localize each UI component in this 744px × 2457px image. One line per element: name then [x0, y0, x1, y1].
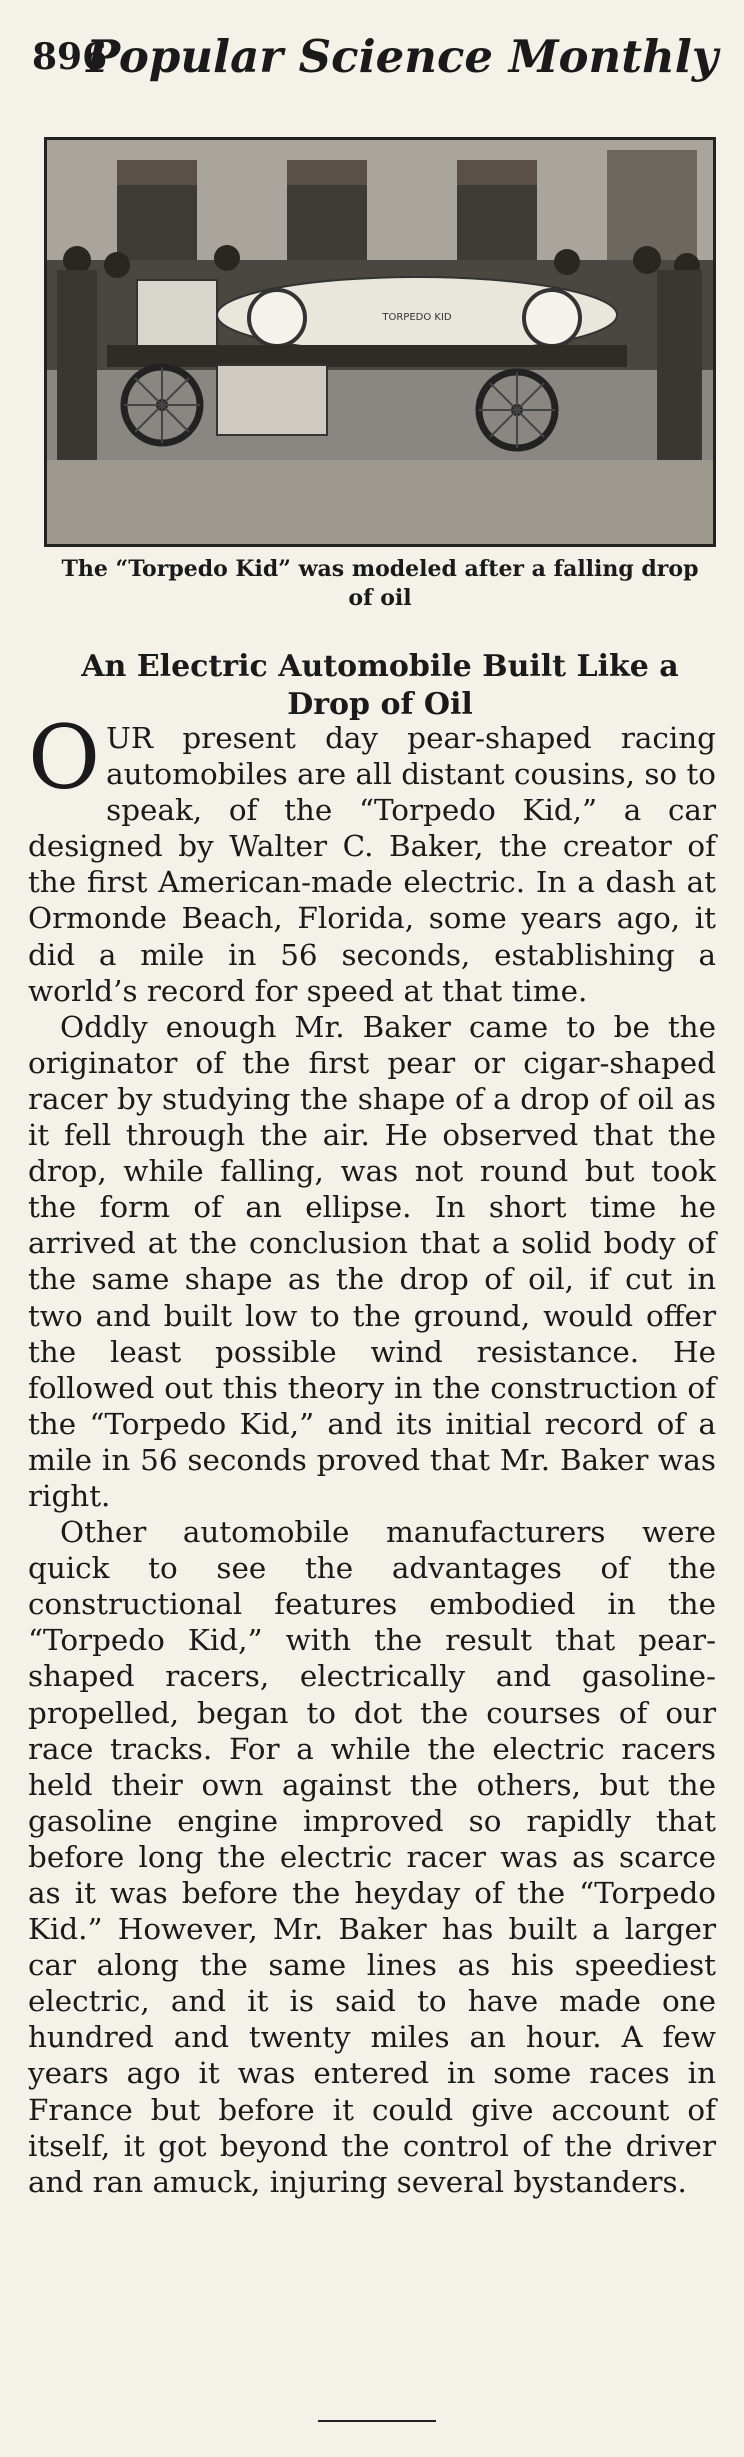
- paragraph-1-text: UR present day pear-shaped racing automobiles are all distant cousins, so to speak, of the “Torpedo Kid,” a car designed by Walter C. Baker, the creator of the first American-made electric. In a dash at Ormonde Beach, Florida, some years ago, it did a mile in 56 seconds, establishing a world’s record for speed at that time.: [28, 721, 716, 1008]
- page-header: [28, 20, 718, 90]
- end-rule: [318, 2420, 436, 2422]
- paragraph-1: [28, 706, 716, 1009]
- paragraph-2: Oddly enough Mr. Baker came to be the originator of the first pear or cigar-shaped racer by studying the shape of a drop of oil as it fell through the air. He observed that the drop, while falling, was not round but took the form of an ellipse. In short time he arrived at the conclusion that a solid body of the same shape as the drop of oil, if cut in two and built low to the ground, would offer the least possible wind resistance. He followed out this theory in the construction of the “Torpedo Kid,” and its initial record of a mile in 56 seconds proved that Mr. Baker was right.: [28, 1009, 716, 1513]
- journal-title: Popular Science Monthly: [86, 30, 718, 83]
- article-headline: An Electric Automobile Built Like a Drop of Oil: [81, 649, 679, 722]
- figure-caption: The “Torpedo Kid” was modeled after a falling drop of oil: [61, 556, 699, 611]
- drop-cap: O: [28, 706, 101, 809]
- torpedo-kid-photo: [44, 137, 716, 547]
- car-lettering: TORPEDO KID: [382, 312, 452, 323]
- paragraph-3: Other automobile manufacturers were quick to see the advantages of the constructional features embodied in the “Torpedo Kid,” with the result that pear-shaped racers, electrically and gasoline-propelled, began to dot the courses of our race tracks. For a while the electric racers held their own against the others, but the gasoline engine improved so rapidly that before long the electric racer was as scarce as it was before the heyday of the “Torpedo Kid.” However, Mr. Baker has built a larger car along the same lines as his speediest electric, and it is said to have made one hundred and twenty miles an hour. A few years ago it was entered in some races in France but before it could give account of itself, it got beyond the control of the driver and ran amuck, injuring several bystanders.: [28, 1515, 716, 2199]
- photo-illustration: [47, 140, 713, 544]
- page-number: 896: [32, 36, 108, 78]
- article-body: [28, 706, 716, 2200]
